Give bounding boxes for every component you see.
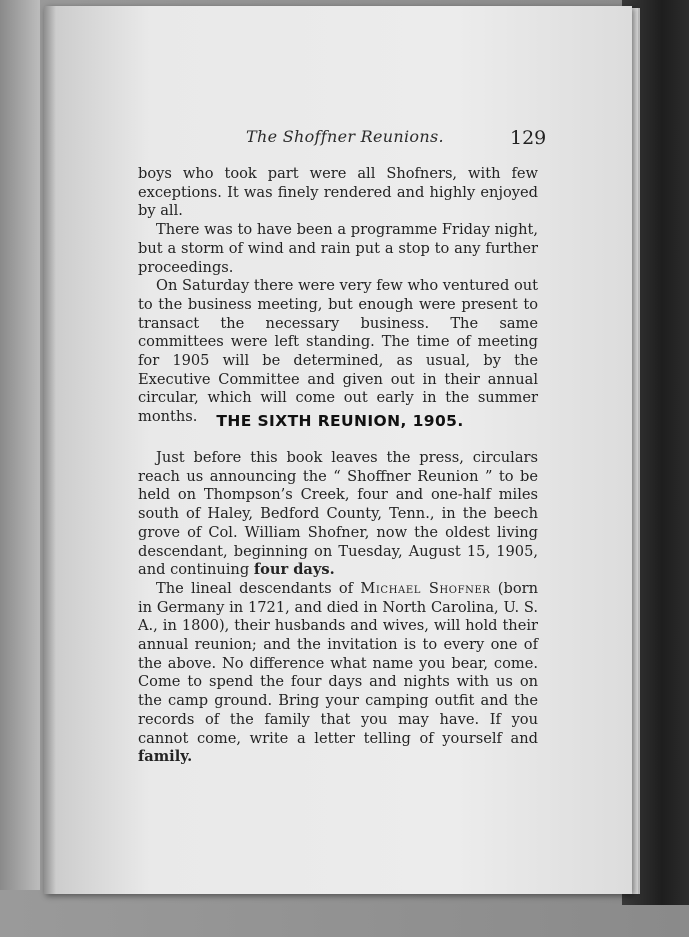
page-gutter-shadow <box>44 6 56 894</box>
running-header-title: The Shoffner Reunions. <box>246 127 444 146</box>
paragraph-4 <box>138 449 538 580</box>
paragraph-5 <box>138 580 538 767</box>
body-text-top <box>138 165 538 427</box>
paragraph-3: On Saturday there were very few who ventured out to the business meeting, but enough were present to transact the necessary business. The same committees were left standing. The time of meeting for 1905 will be determined, as usual, by the Executive Committee and given out in their annual circular, which will come out early in the summer months. <box>138 277 538 426</box>
book-cover-left <box>0 0 40 890</box>
page-number: 129 <box>510 127 547 149</box>
paragraph-5-bold: family. <box>138 748 193 766</box>
paragraph-4-text: Just before this book leaves the press, circulars reach us announcing the “ Shoffner Reunion ” to be held on Thompson’s Creek, four and one-half miles south of Haley, Bedford County, Tenn., in the beech grove of Col. William Shofner, now the oldest living descendant, beginning on Tuesday, August 15, 1905, and continuing <box>138 449 538 579</box>
paragraph-5-text: (born in Germany in 1721, and died in North Carolina, U. S. A., in 1800), their husbands and wives, will hold their annual reunion; and the invitation is to every one of the above. No difference what name you bear, come. Come to spend the four days and nights with us on the camp ground. Bring your camping outfit and the records of the family that you may have. If you cannot come, write a letter telling of yourself and <box>138 579 538 747</box>
paragraph-1: boys who took part were all Shofners, with few exceptions. It was finely rendered and highly enjoyed by all. <box>138 165 538 220</box>
paragraph-2: There was to have been a programme Friday night, but a storm of wind and rain put a stop to any further proceedings. <box>138 221 538 276</box>
paragraph-5-lead: The lineal descendants of <box>156 579 354 597</box>
section-heading: THE SIXTH REUNION, 1905. <box>216 412 464 430</box>
ancestor-name: Michael Shofner <box>360 579 491 597</box>
paragraph-4-bold: four days. <box>253 561 335 579</box>
body-text-section <box>138 449 538 767</box>
